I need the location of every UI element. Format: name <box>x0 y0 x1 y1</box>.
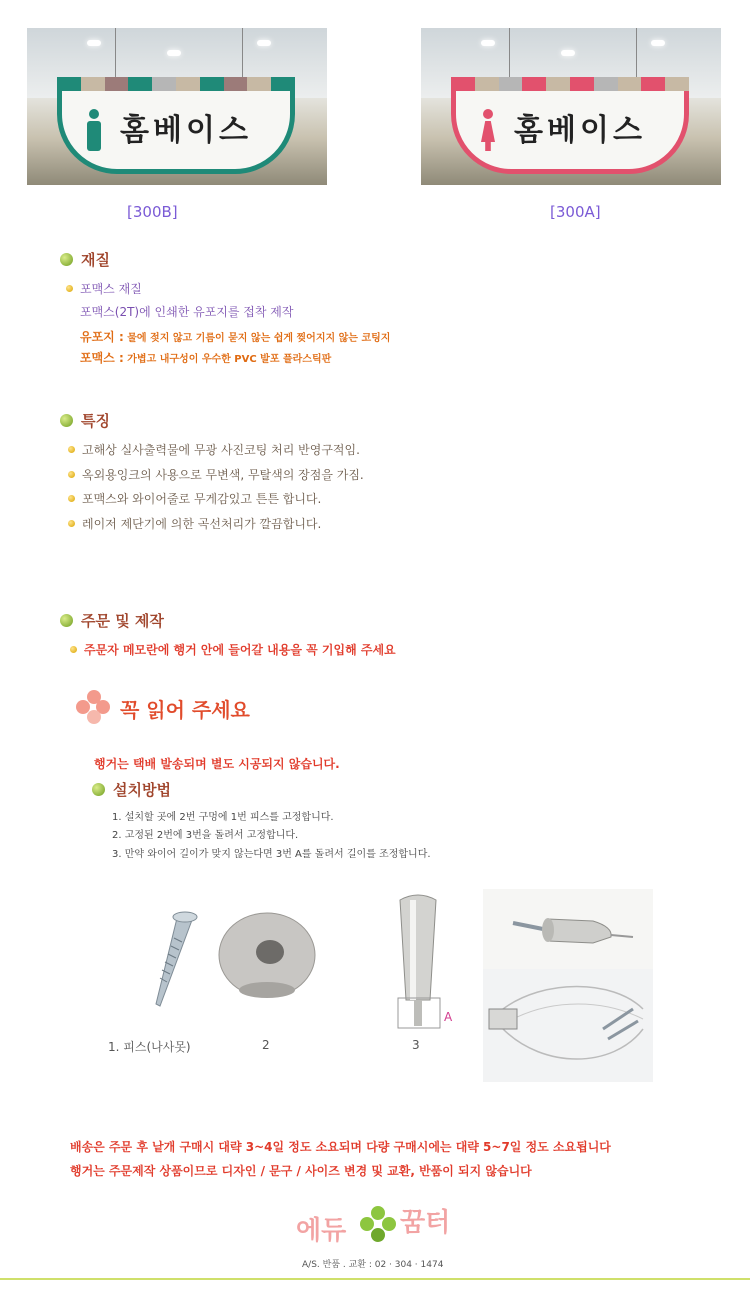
marker-a: A <box>444 1010 453 1024</box>
refund-notice: 행거는 주문제작 상품이므로 디자인 / 문구 / 사이즈 변경 및 교환, 반품이 되지 않습니다 <box>70 1164 532 1178</box>
clover-icon <box>360 1206 396 1242</box>
material-subtitle: 포맥스 재질 <box>66 280 142 297</box>
as-contact: A/S. 반품 . 교환 : 02 · 304 · 1474 <box>302 1260 444 1270</box>
bullet-icon <box>70 646 77 653</box>
hardware-photo <box>100 890 472 1082</box>
section-material <box>60 249 110 270</box>
material-note-1: 유포지 : 물에 젖지 않고 기름이 묻지 않는 쉽게 찢어지지 않는 코팅지 <box>80 330 391 344</box>
bullet-icon <box>66 285 73 292</box>
section-features <box>60 410 110 431</box>
section-install <box>92 779 171 800</box>
feature-item: 레이저 제단기에 의한 곡선처리가 깔끔합니다. <box>68 515 321 532</box>
feature-item: 고해상 실사출력물에 무광 사진코팅 처리 반영구적임. <box>68 441 360 458</box>
bottom-divider <box>0 1278 750 1280</box>
clover-icon <box>76 690 112 726</box>
install-step: 3. 만약 와이어 길이가 맞지 않는다면 3번 A를 돌려서 길이를 조정합니다. <box>112 849 431 860</box>
product-code-300b: [300B] <box>127 203 178 221</box>
hanger-sign <box>451 86 689 174</box>
hanger-sign <box>57 86 295 174</box>
shipping-notice: 배송은 주문 후 낱개 구매시 대략 3~4일 정도 소요되며 다량 구매시에는 대략 5~7일 정도 소요됩니다 <box>70 1140 611 1154</box>
leaf-icon <box>60 414 73 427</box>
assembled-photo-top <box>483 889 653 969</box>
sign-text: 홈베이스 <box>120 113 252 148</box>
man-icon <box>86 109 102 153</box>
read-notice-title: 꼭 읽어 주세요 <box>76 690 250 726</box>
wire-holder-image <box>380 890 460 1030</box>
section-title: 주문 및 제작 <box>81 612 164 630</box>
shipping-warning: 행거는 택배 발송되며 별도 시공되지 않습니다. <box>94 757 340 771</box>
product-photo-300a <box>421 28 721 185</box>
bullet-icon <box>68 520 75 527</box>
material-note-2: 포맥스 : 가볍고 내구성이 우수한 PVC 발포 플라스틱판 <box>80 351 332 365</box>
screw-image <box>130 910 220 1020</box>
section-order <box>60 610 164 631</box>
install-step: 2. 고정된 2번에 3번을 돌려서 고정합니다. <box>112 830 299 841</box>
product-code-300a: [300A] <box>550 203 601 221</box>
material-desc: 포맥스(2T)에 인쇄한 유포지를 접착 제작 <box>80 305 294 319</box>
section-title: 특징 <box>81 412 110 430</box>
washer-image <box>212 900 322 1010</box>
hardware-label-3: 3 <box>412 1038 420 1052</box>
order-note: 주문자 메모란에 행거 안에 들어갈 내용을 꼭 기입해 주세요 <box>70 641 396 658</box>
hardware-label-1: 1. 피스(나사못) <box>108 1040 191 1054</box>
leaf-icon <box>60 253 73 266</box>
woman-icon <box>480 109 496 153</box>
assembled-photo-bottom <box>483 969 653 1082</box>
section-title: 설치방법 <box>113 781 171 799</box>
feature-item: 포맥스와 와이어줄로 무게감있고 튼튼 합니다. <box>68 490 321 507</box>
product-photo-300b <box>27 28 327 185</box>
feature-item: 옥외용잉크의 사용으로 무변색, 무탈색의 장점을 가짐. <box>68 466 364 483</box>
sign-text: 홈베이스 <box>514 113 646 148</box>
leaf-icon <box>60 614 73 627</box>
section-title: 재질 <box>81 251 110 269</box>
bullet-icon <box>68 495 75 502</box>
brand-logo: 에듀 꿈터 <box>296 1208 451 1246</box>
bullet-icon <box>68 471 75 478</box>
leaf-icon <box>92 783 105 796</box>
hardware-label-2: 2 <box>262 1038 270 1052</box>
bullet-icon <box>68 446 75 453</box>
install-step: 1. 설치할 곳에 2번 구멍에 1번 피스를 고정합니다. <box>112 812 334 823</box>
